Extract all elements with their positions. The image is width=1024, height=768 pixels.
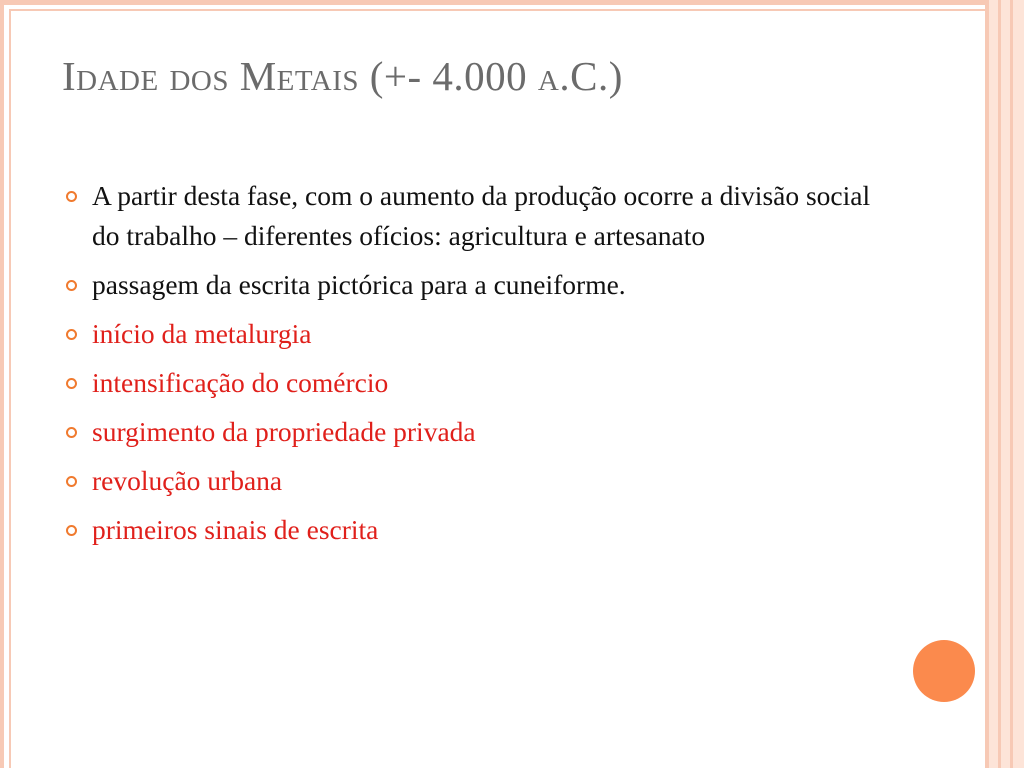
bullet-item (64, 314, 894, 354)
ring-bullet-icon (66, 427, 77, 438)
ring-bullet-icon (66, 378, 77, 389)
bullet-item (64, 510, 894, 550)
bullet-text: revolução urbana (92, 465, 283, 496)
ring-bullet-icon (66, 329, 77, 340)
right-stripe (989, 0, 998, 768)
bullet-text: surgimento da propriedade privada (92, 416, 476, 447)
bullet-item (64, 363, 894, 403)
ring-bullet-icon (66, 476, 77, 487)
frame-top-border (0, 0, 1024, 5)
bullet-text: A partir desta fase, com o aumento da produção ocorre a divisão social do trabalho – diferentes ofícios: agricultura e artesanato (92, 180, 871, 251)
bullet-list (64, 176, 894, 559)
bullet-item (64, 461, 894, 501)
ring-bullet-icon (66, 191, 77, 202)
decorative-circle-icon (913, 640, 975, 702)
right-stripe (1001, 0, 1010, 768)
frame-left-inner-border (9, 9, 11, 768)
right-stripe (1013, 0, 1024, 768)
bullet-text: passagem da escrita pictórica para a cuneiforme. (92, 269, 626, 300)
bullet-text: intensificação do comércio (92, 367, 389, 398)
bullet-text: início da metalurgia (92, 318, 312, 349)
frame-left-border (0, 0, 4, 768)
bullet-item (64, 412, 894, 452)
ring-bullet-icon (66, 280, 77, 291)
bullet-item (64, 265, 894, 305)
bullet-item (64, 176, 894, 256)
ring-bullet-icon (66, 525, 77, 536)
bullet-text: primeiros sinais de escrita (92, 514, 379, 545)
frame-top-inner-border (10, 9, 1024, 11)
slide-title: Idade dos Metais (+- 4.000 a.C.) (62, 53, 623, 99)
